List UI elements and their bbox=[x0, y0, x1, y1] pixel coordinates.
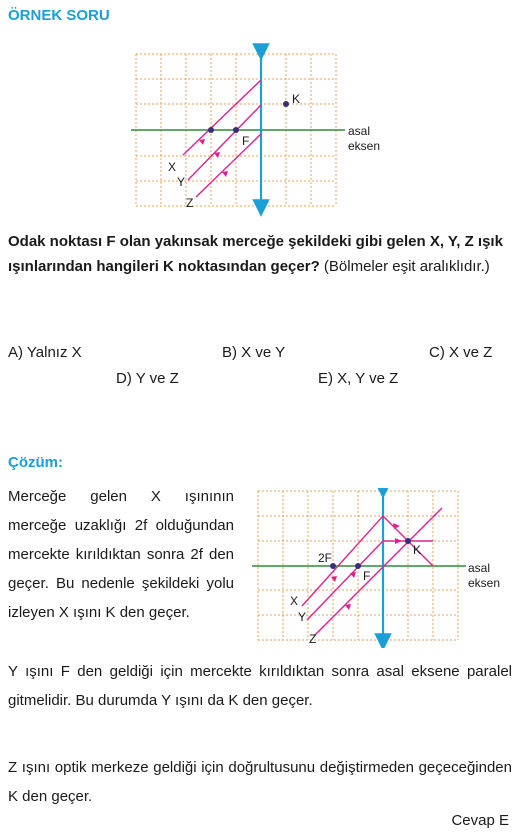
lens-diagram-question bbox=[0, 0, 519, 220]
axis-label-line2: eksen bbox=[468, 576, 501, 590]
solution-title: Çözüm: bbox=[8, 454, 63, 471]
ray-z-arrow bbox=[222, 171, 228, 177]
axis-label-line1: asal bbox=[468, 561, 491, 575]
solution-paragraph-1: Merceğe gelen X ışınının merceğe uzaklığı 2f olduğundan mercekte kırıldıktan sonra 2f den geçer. Bu nedenle şekildeki yolu izleyen X ışını K den geçer. bbox=[8, 488, 234, 621]
label-k: K bbox=[292, 92, 301, 106]
point-f bbox=[355, 563, 361, 569]
point-2f bbox=[208, 127, 214, 133]
option-a[interactable]: A) Yalnız X bbox=[8, 344, 82, 361]
axis-label-line2: eksen bbox=[348, 139, 381, 153]
label-y: Y bbox=[298, 610, 307, 624]
label-f: F bbox=[363, 569, 371, 583]
label-2f: 2F bbox=[318, 551, 333, 565]
ray-x-arrow bbox=[199, 139, 205, 145]
point-k bbox=[405, 538, 411, 544]
ray-z bbox=[196, 134, 261, 197]
question-bold: Odak noktası F olan yakınsak merceğe şekildeki gibi gelen X, Y, Z ışık ışınlarından hangileri K noktasından geçer? bbox=[8, 233, 503, 275]
solution-paragraph-3: Z ışını optik merkeze geldiği için doğrultusunu değiştirmeden geçeceğinden K den geçer. bbox=[8, 759, 512, 805]
solution-paragraph-2: Y ışını F den geldiği için mercekte kırıldıktan sonra asal eksene paralel gitmelidir. Bu durumda Y ışını da K den geçer. bbox=[8, 663, 512, 709]
option-e[interactable]: E) X, Y ve Z bbox=[318, 370, 399, 387]
rays bbox=[302, 508, 442, 636]
option-b[interactable]: B) X ve Y bbox=[222, 344, 286, 361]
example-question-title: ÖRNEK SORU bbox=[8, 7, 110, 24]
question-text bbox=[8, 229, 512, 279]
option-d[interactable]: D) Y ve Z bbox=[116, 370, 179, 387]
option-c[interactable]: C) X ve Z bbox=[429, 344, 493, 361]
axis-label-line1: asal bbox=[348, 124, 371, 138]
point-k bbox=[283, 101, 289, 107]
ray-y-arrow bbox=[214, 152, 220, 158]
label-k: K bbox=[413, 543, 422, 557]
point-f bbox=[233, 127, 239, 133]
answer-label: Cevap E bbox=[451, 812, 509, 829]
question-note: (Bölmeler eşit aralıklıdır.) bbox=[319, 258, 490, 275]
label-z: Z bbox=[309, 632, 317, 646]
label-z: Z bbox=[186, 196, 194, 210]
label-x: X bbox=[168, 160, 177, 174]
label-y: Y bbox=[177, 175, 186, 189]
label-x: X bbox=[290, 594, 299, 608]
label-f: F bbox=[242, 134, 250, 148]
